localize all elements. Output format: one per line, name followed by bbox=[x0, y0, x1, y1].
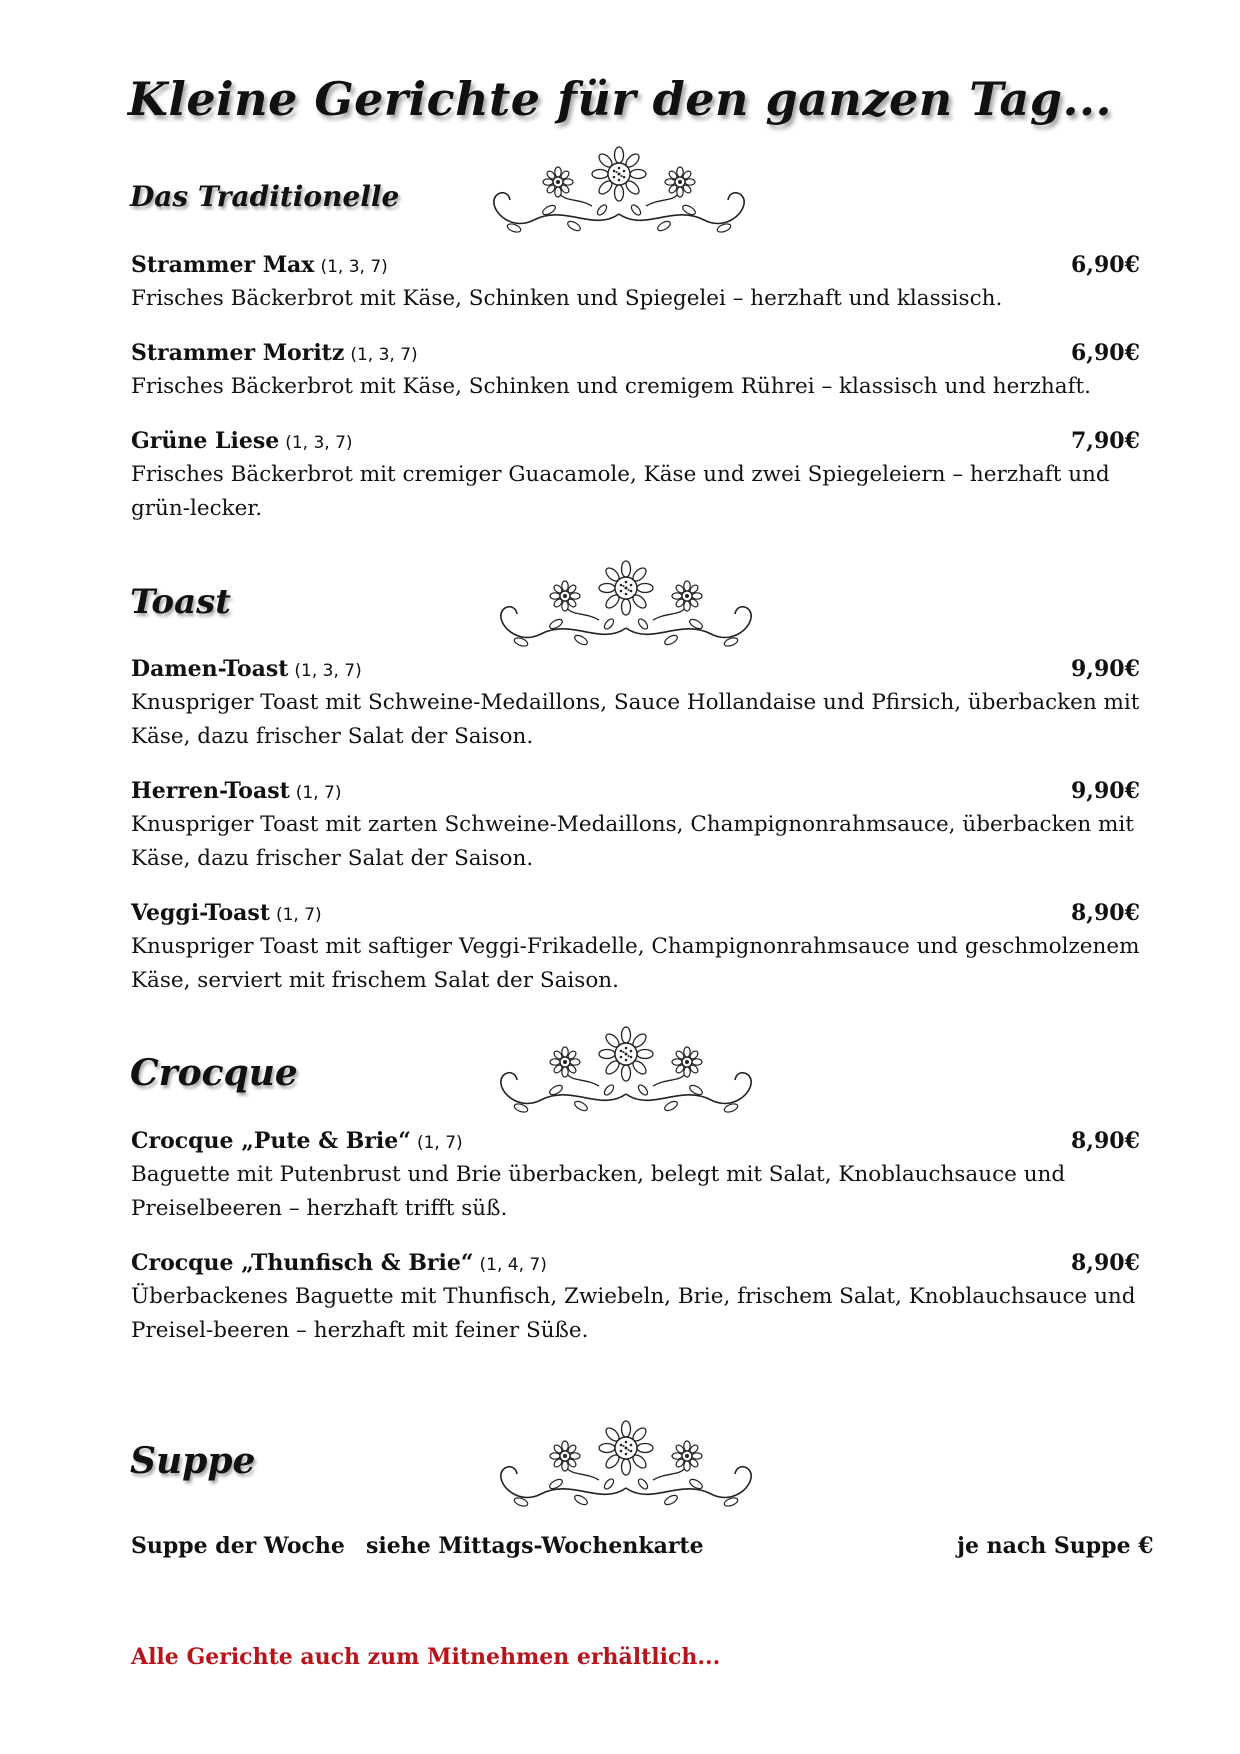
soup-row bbox=[131, 1529, 1191, 1563]
item-price: 6,90€ bbox=[1071, 340, 1140, 366]
menu-item bbox=[131, 424, 1191, 526]
menu-item bbox=[131, 336, 1191, 404]
item-name: Grüne Liese bbox=[131, 428, 280, 454]
item-allergens: (1, 3, 7) bbox=[294, 661, 362, 681]
item-allergens: (1, 7) bbox=[295, 783, 342, 803]
item-price: 8,90€ bbox=[1071, 1250, 1140, 1276]
item-price: 8,90€ bbox=[1071, 900, 1140, 926]
item-allergens: (1, 3, 7) bbox=[350, 345, 418, 365]
menu-item bbox=[131, 1124, 1191, 1226]
takeaway-note: Alle Gerichte auch zum Mitnehmen erhältlich... bbox=[131, 1644, 721, 1670]
item-name: Strammer Max bbox=[131, 252, 315, 278]
item-description: Frisches Bäckerbrot mit Käse, Schinken und cremigem Rührei – klassisch und herzhaft. bbox=[131, 374, 1092, 399]
item-name: Damen-Toast bbox=[131, 656, 289, 682]
item-name: Veggi-Toast bbox=[131, 900, 270, 926]
menu-item bbox=[131, 248, 1191, 316]
item-description: Knuspriger Toast mit zarten Schweine-Medaillons, Champignonrahmsauce, überbacken mit Käse, dazu frischer Salat der Saison. bbox=[131, 812, 1134, 871]
item-price: 6,90€ bbox=[1071, 252, 1140, 278]
item-description: Frisches Bäckerbrot mit Käse, Schinken und Spiegelei – herzhaft und klassisch. bbox=[131, 286, 1003, 311]
menu-item bbox=[131, 1246, 1191, 1348]
item-description: Frisches Bäckerbrot mit cremiger Guacamole, Käse und zwei Spiegeleiern – herzhaft und grün-lecker. bbox=[131, 462, 1110, 521]
menu-item bbox=[131, 774, 1191, 876]
item-name: Crocque „Pute & Brie“ bbox=[131, 1128, 411, 1154]
item-name: Crocque „Thunfisch & Brie“ bbox=[131, 1250, 474, 1276]
item-description: Knuspriger Toast mit saftiger Veggi-Frikadelle, Champignonrahmsauce und geschmolzenem Käse, serviert mit frischem Salat der Saison. bbox=[131, 934, 1140, 993]
section-title-toast: Toast bbox=[130, 582, 231, 622]
soup-name: Suppe der Woche bbox=[131, 1533, 345, 1559]
sunflower-ornament bbox=[481, 1420, 771, 1530]
item-price: 9,90€ bbox=[1071, 656, 1140, 682]
sunflower-ornament bbox=[474, 146, 764, 256]
menu-item bbox=[131, 652, 1191, 754]
section-title-crocque: Crocque bbox=[130, 1052, 298, 1094]
item-description: Knuspriger Toast mit Schweine-Medaillons, Sauce Hollandaise und Pfirsich, überbacken mit Käse, dazu frischer Salat der Saison. bbox=[131, 690, 1140, 749]
soup-note: siehe Mittags-Wochenkarte bbox=[366, 1533, 704, 1559]
item-allergens: (1, 3, 7) bbox=[320, 257, 388, 277]
section-title-soup: Suppe bbox=[130, 1440, 256, 1482]
menu-item bbox=[131, 896, 1191, 998]
item-allergens: (1, 3, 7) bbox=[285, 433, 353, 453]
item-allergens: (1, 4, 7) bbox=[479, 1255, 547, 1275]
page-title: Kleine Gerichte für den ganzen Tag... bbox=[127, 72, 1113, 126]
item-allergens: (1, 7) bbox=[416, 1133, 463, 1153]
item-name: Herren-Toast bbox=[131, 778, 290, 804]
item-price: 7,90€ bbox=[1071, 428, 1140, 454]
soup-price: je nach Suppe € bbox=[957, 1533, 1154, 1559]
item-description: Baguette mit Putenbrust und Brie überbacken, belegt mit Salat, Knoblauchsauce und Preiselbeeren – herzhaft trifft süß. bbox=[131, 1162, 1066, 1221]
sunflower-ornament bbox=[481, 1026, 771, 1136]
item-price: 9,90€ bbox=[1071, 778, 1140, 804]
item-price: 8,90€ bbox=[1071, 1128, 1140, 1154]
item-name: Strammer Moritz bbox=[131, 340, 345, 366]
item-description: Überbackenes Baguette mit Thunfisch, Zwiebeln, Brie, frischem Salat, Knoblauchsauce und Preisel-beeren – herzhaft mit feiner Süße. bbox=[131, 1284, 1136, 1343]
item-allergens: (1, 7) bbox=[275, 905, 322, 925]
section-title-traditional: Das Traditionelle bbox=[130, 180, 400, 213]
